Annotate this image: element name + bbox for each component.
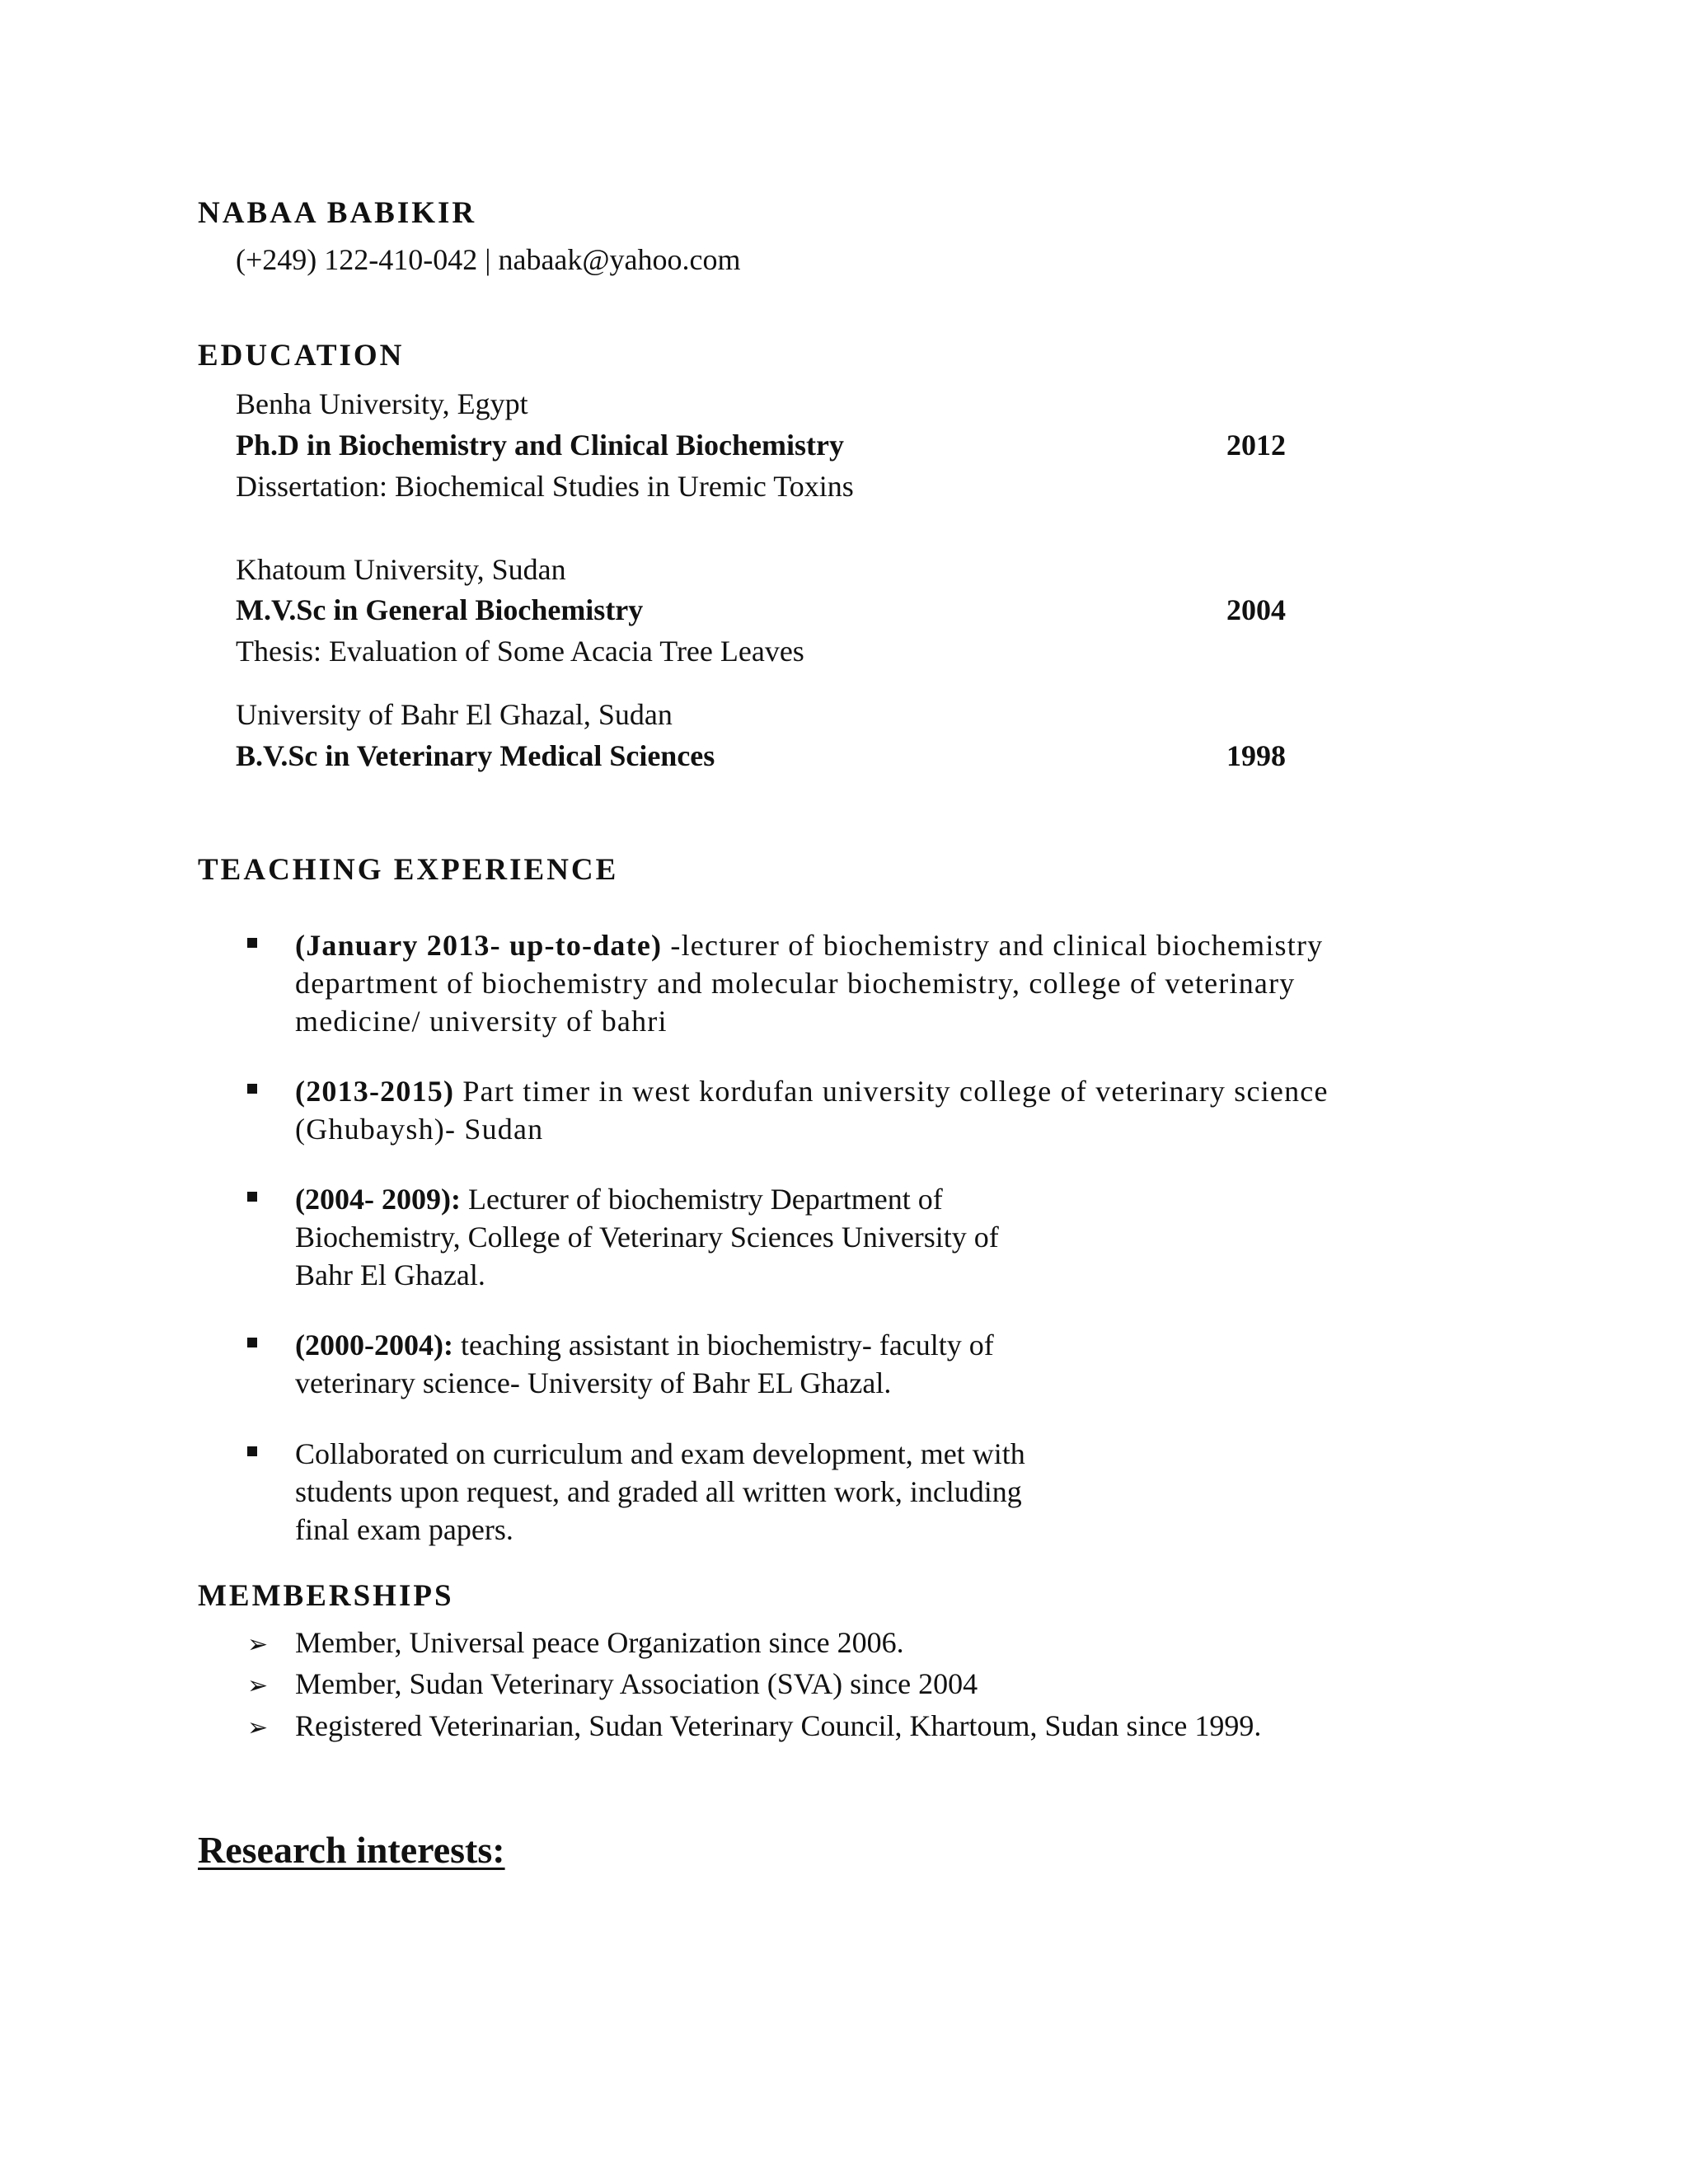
education-degree: Ph.D in Biochemistry and Clinical Biochemistry bbox=[236, 429, 844, 462]
education-institution: Khatoum University, Sudan bbox=[236, 553, 566, 586]
teaching-heading: TEACHING EXPERIENCE bbox=[198, 853, 619, 887]
teaching-description: -lecturer of biochemistry and clinical biochemistry bbox=[662, 929, 1324, 962]
education-institution: University of Bahr El Ghazal, Sudan bbox=[236, 698, 673, 731]
membership-item bbox=[247, 1711, 1261, 1741]
education-note: Dissertation: Biochemical Studies in Uremic Toxins bbox=[236, 470, 854, 503]
memberships-heading: MEMBERSHIPS bbox=[198, 1579, 454, 1613]
teaching-period: (2004- 2009): bbox=[295, 1183, 461, 1216]
membership-text: Member, Sudan Veterinary Association (SVA) since 2004 bbox=[295, 1667, 978, 1700]
education-year: 1998 bbox=[1226, 739, 1286, 772]
teaching-item-text bbox=[295, 1326, 994, 1402]
square-bullet-icon bbox=[247, 1338, 257, 1347]
teaching-description: (Ghubaysh)- Sudan bbox=[295, 1113, 544, 1146]
education-note: Thesis: Evaluation of Some Acacia Tree Leaves bbox=[236, 635, 804, 668]
teaching-description: veterinary science- University of Bahr EL Ghazal. bbox=[295, 1366, 892, 1399]
teaching-period: (2000-2004): bbox=[295, 1329, 453, 1361]
membership-item bbox=[247, 1669, 978, 1699]
teaching-description: Collaborated on curriculum and exam development, met with bbox=[295, 1437, 1025, 1470]
teaching-description: final exam papers. bbox=[295, 1513, 513, 1546]
education-year: 2004 bbox=[1226, 593, 1286, 626]
teaching-description: students upon request, and graded all written work, including bbox=[295, 1475, 1022, 1508]
teaching-item-text bbox=[295, 1072, 1329, 1148]
education-degree: B.V.Sc in Veterinary Medical Sciences bbox=[236, 739, 715, 772]
teaching-description: department of biochemistry and molecular biochemistry, college of veterinary bbox=[295, 967, 1296, 1000]
membership-text: Member, Universal peace Organization since 2006. bbox=[295, 1626, 904, 1659]
square-bullet-icon bbox=[247, 938, 257, 948]
teaching-item-text bbox=[295, 926, 1323, 1040]
arrow-bullet-icon: ➢ bbox=[247, 1713, 269, 1742]
arrow-bullet-icon: ➢ bbox=[247, 1630, 269, 1659]
teaching-period: (2013-2015) bbox=[295, 1075, 455, 1108]
research-interests-heading: Research interests: bbox=[198, 1829, 505, 1871]
square-bullet-icon bbox=[247, 1446, 257, 1456]
contact-line: (+249) 122-410-042 | nabaak@yahoo.com bbox=[236, 243, 741, 276]
teaching-item-text bbox=[295, 1180, 999, 1294]
teaching-item-text bbox=[295, 1435, 1025, 1549]
education-degree: M.V.Sc in General Biochemistry bbox=[236, 593, 644, 626]
teaching-description: teaching assistant in biochemistry- faculty of bbox=[452, 1329, 994, 1361]
teaching-description: medicine/ university of bahri bbox=[295, 1005, 668, 1038]
square-bullet-icon bbox=[247, 1084, 257, 1094]
teaching-description: Biochemistry, College of Veterinary Sciences University of bbox=[295, 1221, 999, 1254]
teaching-description: Bahr El Ghazal. bbox=[295, 1258, 485, 1291]
membership-text: Registered Veterinarian, Sudan Veterinary Council, Khartoum, Sudan since 1999. bbox=[295, 1709, 1262, 1742]
candidate-name: NABAA BABIKIR bbox=[198, 196, 477, 230]
teaching-period: (January 2013- up-to-date) bbox=[295, 929, 663, 962]
membership-item bbox=[247, 1628, 904, 1657]
square-bullet-icon bbox=[247, 1192, 257, 1202]
arrow-bullet-icon: ➢ bbox=[247, 1671, 269, 1700]
teaching-description: Part timer in west kordufan university college of veterinary science bbox=[454, 1075, 1329, 1108]
education-year: 2012 bbox=[1226, 429, 1286, 462]
teaching-description: Lecturer of biochemistry Department of bbox=[460, 1183, 943, 1216]
education-heading: EDUCATION bbox=[198, 339, 405, 373]
education-institution: Benha University, Egypt bbox=[236, 387, 528, 420]
